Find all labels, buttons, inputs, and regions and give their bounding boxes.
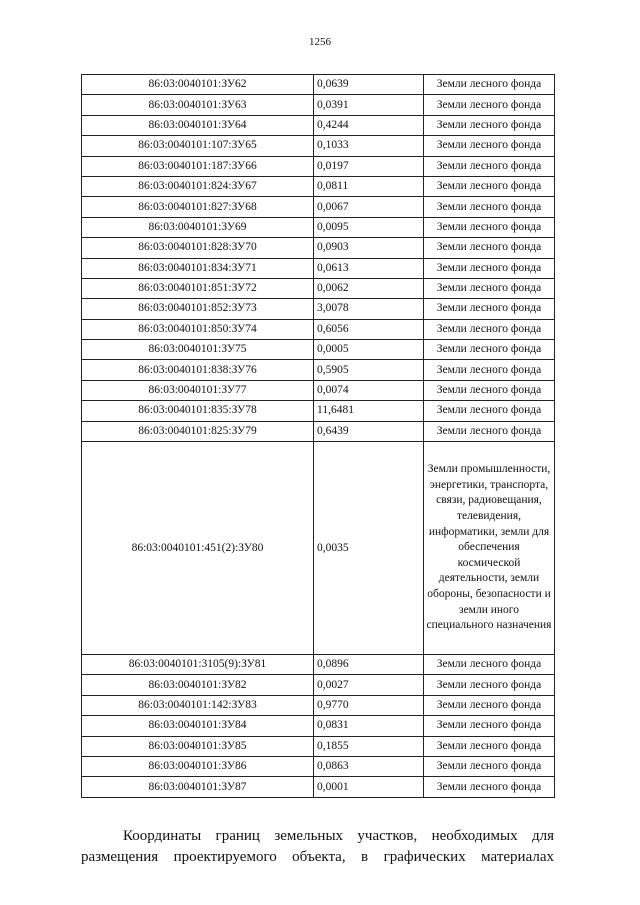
table-row	[82, 695, 555, 715]
table-row	[82, 136, 555, 156]
table-body	[82, 75, 555, 798]
land-category-cell: Земли лесного фонда	[424, 716, 555, 736]
land-category-cell: Земли лесного фонда	[424, 136, 555, 156]
cadastral-code-cell: 86:03:0040101:ЗУ84	[82, 716, 314, 736]
land-category-cell: Земли лесного фонда	[424, 299, 555, 319]
table-row	[82, 115, 555, 135]
land-plots-table	[81, 74, 555, 798]
cadastral-code-cell: 86:03:0040101:ЗУ85	[82, 736, 314, 756]
area-cell: 0,0001	[314, 777, 424, 797]
land-category-cell: Земли лесного фонда	[424, 115, 555, 135]
cadastral-code-cell: 86:03:0040101:142:ЗУ83	[82, 695, 314, 715]
land-category-cell: Земли лесного фонда	[424, 238, 555, 258]
cadastral-code-cell: 86:03:0040101:107:ЗУ65	[82, 136, 314, 156]
table-row	[82, 675, 555, 695]
land-category-cell: Земли лесного фонда	[424, 421, 555, 441]
table-row	[82, 75, 555, 95]
area-cell: 0,0035	[314, 442, 424, 655]
area-cell: 0,0197	[314, 156, 424, 176]
table-row	[82, 380, 555, 400]
area-cell: 0,0027	[314, 675, 424, 695]
area-cell: 0,0391	[314, 95, 424, 115]
cadastral-code-cell: 86:03:0040101:ЗУ63	[82, 95, 314, 115]
land-category-cell: Земли лесного фонда	[424, 176, 555, 196]
cadastral-code-cell: 86:03:0040101:825:ЗУ79	[82, 421, 314, 441]
table-row	[82, 197, 555, 217]
paragraph-line-2: размещения проектируемого объекта, в графических материалах	[81, 849, 554, 865]
land-category-cell: Земли лесного фонда	[424, 319, 555, 339]
table-row	[82, 716, 555, 736]
area-cell: 0,0067	[314, 197, 424, 217]
table-row	[82, 655, 555, 675]
land-category-cell: Земли лесного фонда	[424, 156, 555, 176]
area-cell: 0,0639	[314, 75, 424, 95]
area-cell: 0,0903	[314, 238, 424, 258]
area-cell: 0,0811	[314, 176, 424, 196]
land-category-cell: Земли лесного фонда	[424, 217, 555, 237]
cadastral-code-cell: 86:03:0040101:451(2):ЗУ80	[82, 442, 314, 655]
land-category-cell: Земли промышленности, энергетики, транспорта, связи, радиовещания, телевидения, информатики, земли для обеспечения космической деятельности, земли обороны, безопасности и земли иного специального назначения	[424, 442, 555, 655]
table-row	[82, 278, 555, 298]
paragraph-line-1-text: Координаты границ земельных участков, необходимых для	[123, 828, 554, 844]
cadastral-code-cell: 86:03:0040101:ЗУ87	[82, 777, 314, 797]
cadastral-code-cell: 86:03:0040101:834:ЗУ71	[82, 258, 314, 278]
table-row	[82, 176, 555, 196]
cadastral-code-cell: 86:03:0040101:827:ЗУ68	[82, 197, 314, 217]
cadastral-code-cell: 86:03:0040101:ЗУ77	[82, 380, 314, 400]
body-paragraph	[81, 826, 554, 868]
page-number: 1256	[309, 36, 331, 48]
area-cell: 0,5905	[314, 360, 424, 380]
table-row	[82, 777, 555, 797]
land-category-cell: Земли лесного фонда	[424, 360, 555, 380]
cadastral-code-cell: 86:03:0040101:835:ЗУ78	[82, 401, 314, 421]
cadastral-code-cell: 86:03:0040101:187:ЗУ66	[82, 156, 314, 176]
cadastral-code-cell: 86:03:0040101:828:ЗУ70	[82, 238, 314, 258]
area-cell: 0,0613	[314, 258, 424, 278]
area-cell: 0,0095	[314, 217, 424, 237]
area-cell: 0,0896	[314, 655, 424, 675]
cadastral-code-cell: 86:03:0040101:851:ЗУ72	[82, 278, 314, 298]
land-category-cell: Земли лесного фонда	[424, 777, 555, 797]
table-row	[82, 340, 555, 360]
table-row	[82, 319, 555, 339]
table-row	[82, 238, 555, 258]
table-row	[82, 258, 555, 278]
area-cell: 0,0074	[314, 380, 424, 400]
table-row	[82, 299, 555, 319]
table-row	[82, 736, 555, 756]
table-row	[82, 95, 555, 115]
land-category-cell: Земли лесного фонда	[424, 75, 555, 95]
cadastral-code-cell: 86:03:0040101:ЗУ82	[82, 675, 314, 695]
table-row	[82, 442, 555, 655]
land-category-cell: Земли лесного фонда	[424, 380, 555, 400]
cadastral-code-cell: 86:03:0040101:ЗУ69	[82, 217, 314, 237]
area-cell: 0,6056	[314, 319, 424, 339]
table-row	[82, 156, 555, 176]
area-cell: 0,9770	[314, 695, 424, 715]
area-cell: 0,0863	[314, 756, 424, 776]
area-cell: 3,0078	[314, 299, 424, 319]
table-row	[82, 360, 555, 380]
area-cell: 0,0831	[314, 716, 424, 736]
land-category-cell: Земли лесного фонда	[424, 695, 555, 715]
area-cell: 0,1033	[314, 136, 424, 156]
cadastral-code-cell: 86:03:0040101:ЗУ64	[82, 115, 314, 135]
cadastral-code-cell: 86:03:0040101:852:ЗУ73	[82, 299, 314, 319]
land-category-cell: Земли лесного фонда	[424, 756, 555, 776]
land-category-cell: Земли лесного фонда	[424, 258, 555, 278]
paragraph-line-1	[81, 826, 554, 847]
area-cell: 11,6481	[314, 401, 424, 421]
table-row	[82, 401, 555, 421]
cadastral-code-cell: 86:03:0040101:3105(9):ЗУ81	[82, 655, 314, 675]
land-category-cell: Земли лесного фонда	[424, 197, 555, 217]
land-category-cell: Земли лесного фонда	[424, 95, 555, 115]
table-row	[82, 756, 555, 776]
cadastral-code-cell: 86:03:0040101:824:ЗУ67	[82, 176, 314, 196]
area-cell: 0,1855	[314, 736, 424, 756]
land-category-cell: Земли лесного фонда	[424, 736, 555, 756]
land-category-cell: Земли лесного фонда	[424, 655, 555, 675]
area-cell: 0,0062	[314, 278, 424, 298]
cadastral-code-cell: 86:03:0040101:ЗУ75	[82, 340, 314, 360]
area-cell: 0,6439	[314, 421, 424, 441]
land-category-cell: Земли лесного фонда	[424, 278, 555, 298]
table-row	[82, 421, 555, 441]
cadastral-code-cell: 86:03:0040101:838:ЗУ76	[82, 360, 314, 380]
cadastral-code-cell: 86:03:0040101:ЗУ86	[82, 756, 314, 776]
land-category-cell: Земли лесного фонда	[424, 401, 555, 421]
area-cell: 0,4244	[314, 115, 424, 135]
area-cell: 0,0005	[314, 340, 424, 360]
cadastral-code-cell: 86:03:0040101:850:ЗУ74	[82, 319, 314, 339]
land-category-cell: Земли лесного фонда	[424, 675, 555, 695]
table-row	[82, 217, 555, 237]
cadastral-code-cell: 86:03:0040101:ЗУ62	[82, 75, 314, 95]
land-category-cell: Земли лесного фонда	[424, 340, 555, 360]
